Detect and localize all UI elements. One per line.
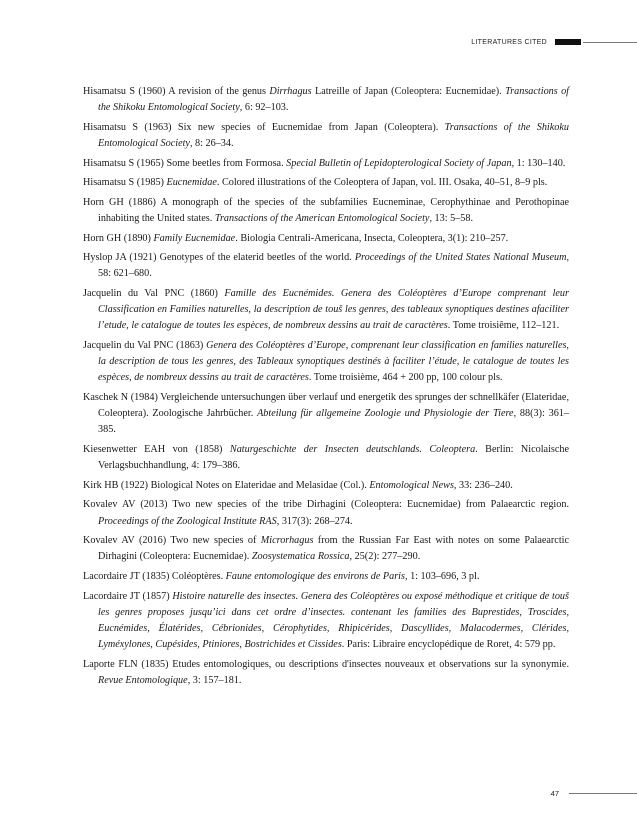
reference-entry xyxy=(83,497,569,529)
reference-text: Lacordaire JT (1857) xyxy=(83,590,173,602)
reference-text: Latreille of Japan (Coleoptera: Eucnemidae). xyxy=(311,86,506,97)
reference-text: Hisamatsu S (1960) A revision of the genus xyxy=(83,86,270,97)
reference-text: , 3: 157–181. xyxy=(187,674,242,686)
reference-entry xyxy=(83,250,569,282)
reference-italic-text: Proceedings of the Zoological Institute RAS xyxy=(98,515,277,527)
reference-text: . Berlin: Nicolaische Verlagsbuchhandlung, 4: 179–386. xyxy=(98,443,570,472)
reference-entry xyxy=(83,657,569,689)
reference-text: Kiesenwetter EAH von (1858) xyxy=(83,443,230,455)
reference-italic-text: Special Bulletin of Lepidopterological Society of Japan xyxy=(286,157,512,169)
reference-text: , 25(2): 277–290. xyxy=(349,551,421,563)
reference-text: . Tome troisiême, 112–121. xyxy=(447,320,560,332)
reference-entry xyxy=(83,84,569,116)
reference-italic-text: Abteilung für allgemeine Zoologie und Physiologie der Tiere xyxy=(257,408,514,420)
reference-text: , 1: 130–140. xyxy=(511,157,566,169)
reference-text: Jacquelin du Val PNC (1860) xyxy=(83,287,225,299)
reference-text: Horn GH (1890) xyxy=(83,232,154,244)
reference-text: Hisamatsu S (1985) xyxy=(83,177,167,189)
reference-text: Kovalev AV (2016) Two new species of xyxy=(83,535,261,547)
reference-text: , 8: 26–34. xyxy=(189,138,234,149)
reference-italic-text: Zoosystematica Rossica xyxy=(251,551,350,563)
running-header xyxy=(471,36,637,48)
reference-text: , 1: 103–696, 3 pl. xyxy=(404,570,480,582)
reference-italic-text: Proceedings of the United States National Museum xyxy=(354,252,567,264)
reference-entry xyxy=(83,338,569,387)
footer-rule xyxy=(569,793,637,794)
reference-text: Kovalev AV (2013) Two new species of the tribe Dirhagini (Coleoptera: Eucnemidae) from Palaearctic region. xyxy=(83,499,569,511)
reference-text: . Colored illustrations of the Coleoptera of Japan, vol. III. Osaka, 40–51, 8–9 pls. xyxy=(216,177,548,189)
reference-entry xyxy=(83,286,569,335)
reference-entry xyxy=(83,195,569,227)
reference-list xyxy=(83,84,569,693)
reference-italic-text: Famille des Eucnémides. Genera des Coléoptères d’Europe comprenant leur Classification en Families naturelles, la description de touš les genres, des tableaux synoptiques destines afaciliter l’etude, le catalogue de toutes les espèces, de nombreux dessins au trait de caractères xyxy=(98,287,569,332)
reference-entry xyxy=(83,569,569,585)
reference-italic-text: Microrhagus xyxy=(260,535,314,547)
reference-italic-text: Dirrhagus xyxy=(269,86,312,97)
reference-italic-text: Naturgeschichte der Insecten deutschlands. Coleoptera xyxy=(229,443,476,455)
reference-italic-text: Transactions of the Shikoku Entomological Society xyxy=(98,86,569,114)
reference-text: , 33: 236–240. xyxy=(453,479,513,491)
reference-italic-text: Transactions of the Shikoku Entomological Society xyxy=(98,121,569,149)
header-bar-decoration xyxy=(555,39,581,45)
reference-entry xyxy=(83,175,569,191)
reference-text: , 88(3): 361–385. xyxy=(98,408,569,436)
reference-text: , 317(3): 268–274. xyxy=(276,515,353,527)
reference-text: . Biologia Centrali-Americana, Insecta, Coleoptera, 3(1): 210–257. xyxy=(235,232,509,244)
reference-text: Jacquelin du Val PNC (1863) xyxy=(83,339,207,351)
reference-entry xyxy=(83,442,569,474)
reference-italic-text: Histoire naturelle des insectes. Genera des Coléoptères ou exposé méthodique et critique de touš les genres proposes jusqu’ici dans cet ordre d’insectes. contenant les families des Buprestides, Troscides, Eucnémides, Élatérides, Cébrionides, Cérophytides, Rhipicérides, Dascyllides, Malacodermes, Clérides, Lyméxylones, Cupésides, Ptiniores, Bostrichides et Cissides xyxy=(98,590,569,651)
reference-text: Kirk HB (1922) Biological Notes on Elateridae and Melasidae (Col.). xyxy=(83,479,370,491)
reference-text: Hisamatsu S (1963) Six new species of Eucnemidae from Japan (Coleoptera). xyxy=(83,121,445,133)
reference-text: Lacordaire JT (1835) Coléoptères. xyxy=(83,570,226,582)
reference-text: , 58: 621–680. xyxy=(98,252,569,280)
reference-text: . Tome troisième, 464 + 200 pp, 100 colour pls. xyxy=(308,372,503,384)
reference-italic-text: Transactions of the American Entomological Society xyxy=(214,212,430,224)
reference-text: Hisamatsu S (1965) Some beetles from Formosa. xyxy=(83,157,287,169)
reference-text: , 6: 92–103. xyxy=(239,102,289,114)
reference-entry xyxy=(83,231,569,247)
reference-italic-text: Genera des Coléoptères d’Europe, comprenant leur classification en families naturelles, la description de tous les genres, des Tableaux synoptiques destinés à faciliter l’étude, le catalogue de toutes les espèces, de nombreux dessins au trait de caractères xyxy=(98,339,569,384)
reference-text: from the Russian Far East with notes on some Palaearctic Dirhagini (Coleoptera: Eucnemidae). xyxy=(98,535,569,563)
reference-text: Horn GH (1886) A monograph of the species of the subfamilies Eucneminae, Cerophythinae and Perothopinae inhabiting the United states. xyxy=(83,196,569,224)
reference-text: Hyslop JA (1921) Genotypes of the elaterid beetles of the world. xyxy=(83,252,355,264)
reference-italic-text: Entomological News xyxy=(369,479,454,491)
reference-entry xyxy=(83,120,569,152)
reference-italic-text: Revue Entomologique xyxy=(98,674,188,686)
reference-italic-text: Eucnemidae xyxy=(166,177,217,189)
reference-text: Kaschek N (1984) Vergleichende untersuchungen über verlauf und energetik des sprunges der schnellkäfer (Elateridae, Coleoptera). Zoologische Jahrbücher. xyxy=(83,391,569,420)
reference-entry xyxy=(83,478,569,494)
reference-text: , 13: 5–58. xyxy=(429,212,474,224)
reference-italic-text: Faune entomologique des environs de Paris xyxy=(225,570,405,582)
reference-text: Laporte FLN (1835) Etudes entomologiques, ou descriptions d'insectes nouveaux et observations sur la synonymie. xyxy=(83,658,569,670)
reference-entry xyxy=(83,589,569,654)
reference-entry xyxy=(83,390,569,439)
reference-entry xyxy=(83,156,569,172)
reference-italic-text: Family Eucnemidae xyxy=(153,232,236,244)
reference-entry xyxy=(83,533,569,565)
reference-text: . Paris: Libraire encyclopédique de Roret, 4: 579 pp. xyxy=(341,639,556,651)
header-rule xyxy=(583,42,637,43)
page-footer xyxy=(551,787,637,799)
page-number: 47 xyxy=(550,788,559,798)
section-title: LITERATURES CITED xyxy=(471,38,547,46)
